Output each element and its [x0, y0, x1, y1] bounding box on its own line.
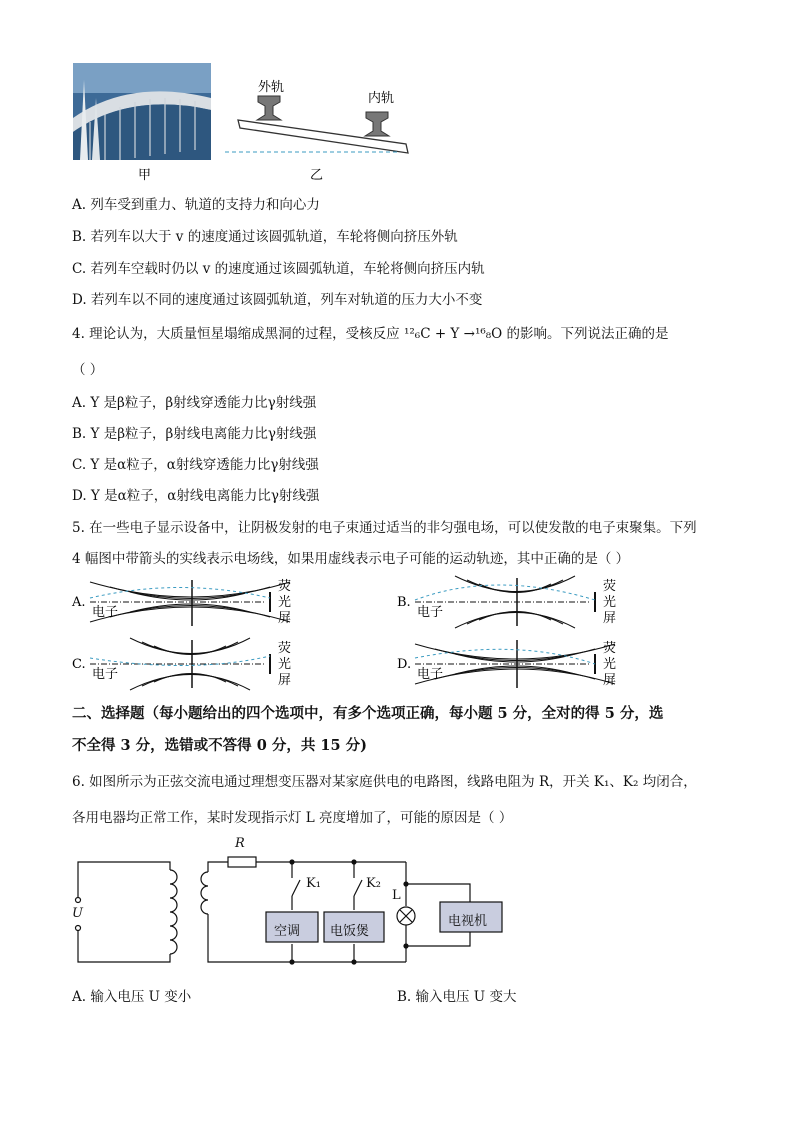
q3-option-a: A. 列车受到重力、轨道的支持力和向心力 — [72, 197, 320, 213]
option-letter-b: B. — [397, 595, 411, 610]
q6-option-a: A. 输入电压 U 变小 — [72, 989, 192, 1005]
q5-diagram-a — [70, 572, 300, 630]
figure-top — [70, 58, 420, 183]
screen-char-1: 荧 — [603, 641, 617, 656]
screen-char-3: 屏 — [278, 673, 292, 688]
q4-option-d: D. Y 是α粒子，α射线电离能力比γ射线强 — [72, 488, 320, 504]
ac-box-label: 空调 — [274, 924, 301, 939]
q6-line1: 6. 如图所示为正弦交流电通过理想变压器对某家庭供电的电路图，线路电阻为 R，开关 K₁、K₂ 均闭合， — [72, 774, 697, 790]
electron-label: 电子 — [417, 605, 444, 620]
screen-char-3: 屏 — [603, 611, 617, 626]
q4-stem — [72, 322, 669, 342]
inner-rail-label: 内轨 — [368, 91, 395, 106]
section2-line2: 不全得 3 分，选错或不答得 0 分，共 15 分) — [72, 737, 368, 754]
electron-label: 电子 — [417, 667, 444, 682]
section2-line1: 二、选择题（每小题给出的四个选项中，有多个选项正确，每小题 5 分，全对的得 5 分，选 — [72, 705, 664, 722]
screen-char-1: 荧 — [603, 579, 617, 594]
q5-diagram-b — [395, 572, 625, 630]
q6-circuit-diagram — [70, 834, 510, 970]
screen-char-2: 光 — [278, 657, 292, 672]
screen-char-2: 光 — [603, 657, 617, 672]
tv-box-label: 电视机 — [448, 914, 488, 929]
option-letter-c: C. — [72, 657, 86, 672]
q5-diagram-c — [70, 634, 300, 692]
q5-line1: 5. 在一些电子显示设备中，让阴极发射的电子束通过适当的非匀强电场，可以使发散的电子束聚集。下列 — [72, 520, 697, 536]
q4-stem-before: 4. 理论认为，大质量恒星塌缩成黑洞的过程，受核反应 — [72, 326, 400, 342]
label-jia: 甲 — [138, 168, 152, 183]
outer-rail-label: 外轨 — [258, 80, 285, 95]
electron-label: 电子 — [92, 605, 119, 620]
q4-stem-after: 的影响。下列说法正确的是 — [506, 326, 669, 342]
circuit-label-k2: K₂ — [366, 876, 381, 891]
screen-char-3: 屏 — [603, 673, 617, 688]
screen-char-1: 荧 — [278, 641, 292, 656]
q4-option-c: C. Y 是α粒子，α射线穿透能力比γ射线强 — [72, 457, 319, 473]
circuit-label-l: L — [392, 888, 401, 903]
screen-char-2: 光 — [603, 595, 617, 610]
q6-line2: 各用电器均正常工作，某时发现指示灯 L 亮度增加了，可能的原因是（ ） — [72, 810, 513, 826]
bridge-photo — [73, 63, 211, 160]
circuit-label-k1: K₁ — [306, 876, 321, 891]
q3-option-d: D. 若列车以不同的速度通过该圆弧轨道，列车对轨道的压力大小不变 — [72, 292, 483, 308]
q3-option-c: C. 若列车空载时仍以 v 的速度通过该圆弧轨道，车轮将侧向挤压内轨 — [72, 261, 485, 277]
q5-diagram-d — [395, 634, 625, 692]
screen-char-3: 屏 — [278, 611, 292, 626]
q5-line2: 4 幅图中带箭头的实线表示电场线，如果用虚线表示电子可能的运动轨迹，其中正确的是（ ） — [72, 551, 630, 567]
q4-bracket: （ ） — [72, 362, 104, 378]
q4-option-a: A. Y 是β粒子，β射线穿透能力比γ射线强 — [72, 395, 317, 411]
option-letter-d: D. — [397, 657, 412, 672]
q4-reaction: ¹²₆C + Y →¹⁶₈O — [403, 326, 503, 342]
electron-label: 电子 — [92, 667, 119, 682]
q3-option-b: B. 若列车以大于 v 的速度通过该圆弧轨道，车轮将侧向挤压外轨 — [72, 229, 458, 245]
bridge-photo-and-rail-diagram — [70, 58, 420, 183]
cooker-box-label: 电饭煲 — [330, 924, 370, 939]
q4-option-b: B. Y 是β粒子，β射线电离能力比γ射线强 — [72, 426, 317, 442]
rail-diagram — [225, 79, 408, 153]
q6-option-b: B. 输入电压 U 变大 — [397, 989, 517, 1005]
screen-char-1: 荧 — [278, 579, 292, 594]
circuit-label-u: U — [72, 906, 83, 921]
circuit-label-r: R — [235, 836, 245, 851]
option-letter-a: A. — [72, 595, 86, 610]
label-yi: 乙 — [310, 168, 324, 183]
screen-char-2: 光 — [278, 595, 292, 610]
